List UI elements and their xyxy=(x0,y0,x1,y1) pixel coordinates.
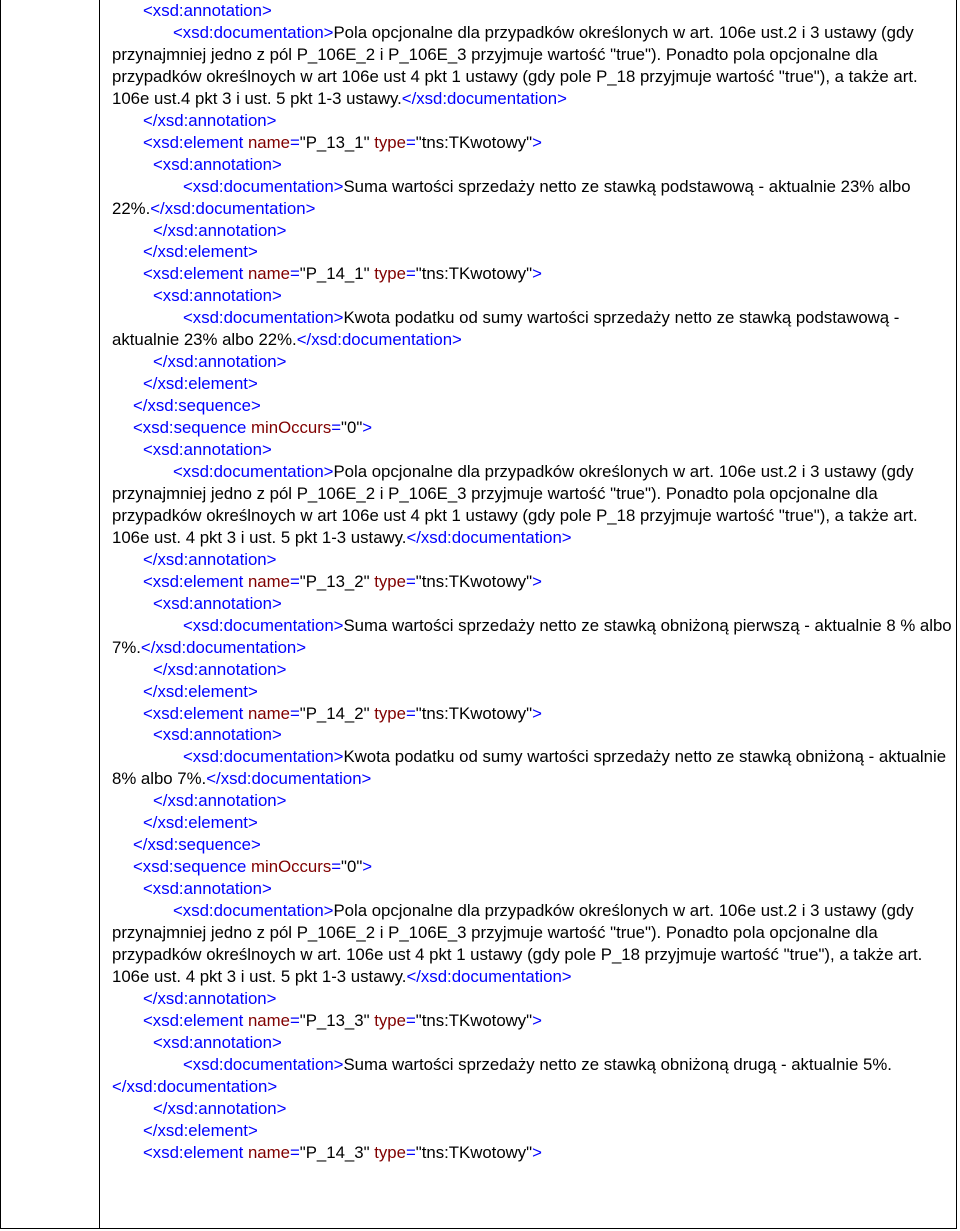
equals-sign: = xyxy=(289,703,300,723)
documentation-open-tag: <xsd:documentation> xyxy=(183,747,344,767)
documentation-close-tag: </xsd:documentation> xyxy=(406,966,572,986)
code-line xyxy=(112,373,952,395)
code-line xyxy=(112,790,952,812)
xml-tag: <xsd:annotation> xyxy=(143,440,272,460)
code-line xyxy=(112,263,952,285)
attribute-value: "tns:TKwotowy" xyxy=(415,264,533,284)
attribute-value: "tns:TKwotowy" xyxy=(415,1142,533,1162)
code-line xyxy=(112,681,952,703)
left-column xyxy=(1,0,100,1228)
element-tag-start: <xsd:element xyxy=(143,571,248,591)
xml-tag: </xsd:sequence> xyxy=(133,835,261,855)
attribute-value: "tns:TKwotowy" xyxy=(415,703,533,723)
equals-sign: = xyxy=(405,1010,416,1030)
element-tag-end: > xyxy=(532,1142,542,1162)
attribute-name: name xyxy=(247,264,290,284)
attribute-name: type xyxy=(374,1142,406,1162)
attribute-name: name xyxy=(247,1142,290,1162)
attribute-value: "P_13_2" xyxy=(299,571,370,591)
code-line xyxy=(112,307,952,351)
element-tag-end: > xyxy=(532,264,542,284)
documentation-text: Suma wartości sprzedaży netto ze stawką obniżoną pierwszą - aktualnie 8 % albo 7%. xyxy=(112,615,952,657)
documentation-close-tag: </xsd:documentation> xyxy=(150,198,316,218)
attribute-value: "tns:TKwotowy" xyxy=(415,1010,533,1030)
attribute-value: "P_13_3" xyxy=(299,1010,370,1030)
xml-tag: <xsd:annotation> xyxy=(153,286,282,306)
code-line xyxy=(112,1054,952,1098)
equals-sign: = xyxy=(405,703,416,723)
sequence-tag-end: > xyxy=(362,857,373,877)
sequence-tag-end: > xyxy=(362,418,373,438)
equals-sign: = xyxy=(405,571,416,591)
sequence-tag-start: <xsd:sequence xyxy=(133,418,252,438)
xml-tag: <xsd:annotation> xyxy=(153,593,282,613)
documentation-text: Kwota podatku od sumy wartości sprzedaży netto ze stawką obniżoną - aktualnie 8% albo 7%. xyxy=(112,747,947,789)
code-line xyxy=(112,812,952,834)
documentation-close-tag: </xsd:documentation> xyxy=(296,330,462,350)
xml-tag: <xsd:annotation> xyxy=(153,725,282,745)
xml-tag: </xsd:annotation> xyxy=(153,352,287,372)
attribute-value: "P_14_3" xyxy=(299,1142,370,1162)
attribute-name: name xyxy=(247,703,290,723)
xml-tag: </xsd:element> xyxy=(143,813,258,833)
equals-sign: = xyxy=(405,264,416,284)
code-line xyxy=(112,417,952,439)
documentation-text: Kwota podatku od sumy wartości sprzedaży netto ze stawką podstawową - aktualnie 23% albo 22%. xyxy=(112,308,900,350)
code-line xyxy=(112,1120,952,1142)
code-line xyxy=(112,900,952,988)
element-tag-end: > xyxy=(532,132,542,152)
attribute-value: "0" xyxy=(341,857,363,877)
equals-sign: = xyxy=(405,132,416,152)
documentation-open-tag: <xsd:documentation> xyxy=(183,176,344,196)
equals-sign: = xyxy=(289,571,300,591)
documentation-close-tag: </xsd:documentation> xyxy=(406,527,572,547)
code-line xyxy=(112,703,952,725)
xml-tag: </xsd:annotation> xyxy=(143,110,277,130)
code-line xyxy=(112,549,952,571)
equals-sign: = xyxy=(405,1142,416,1162)
code-line xyxy=(112,351,952,373)
xml-tag: </xsd:annotation> xyxy=(143,549,277,569)
attribute-name: minOccurs xyxy=(251,418,332,438)
equals-sign: = xyxy=(289,264,300,284)
code-line xyxy=(112,856,952,878)
attribute-name: type xyxy=(374,1010,406,1030)
documentation-close-tag: </xsd:documentation> xyxy=(140,637,307,657)
code-line xyxy=(112,988,952,1010)
element-tag-start: <xsd:element xyxy=(143,264,248,284)
documentation-text: Suma wartości sprzedaży netto ze stawką obniżoną drugą - aktualnie 5%. xyxy=(343,1054,892,1074)
documentation-text: Suma wartości sprzedaży netto ze stawką podstawową - aktualnie 23% albo 22%. xyxy=(112,176,911,218)
xml-tag: <xsd:annotation> xyxy=(143,879,272,899)
documentation-close-tag: </xsd:documentation> xyxy=(401,88,567,108)
xml-tag: <xsd:annotation> xyxy=(153,1032,282,1052)
code-line xyxy=(112,220,952,242)
attribute-value: "tns:TKwotowy" xyxy=(415,132,533,152)
attribute-name: type xyxy=(374,571,406,591)
code-line xyxy=(112,571,952,593)
documentation-open-tag: <xsd:documentation> xyxy=(173,901,334,921)
code-line xyxy=(112,461,952,549)
xml-tag: </xsd:element> xyxy=(143,242,258,262)
element-tag-end: > xyxy=(532,1010,542,1030)
code-line xyxy=(112,1032,952,1054)
xml-tag: </xsd:annotation> xyxy=(143,988,277,1008)
documentation-open-tag: <xsd:documentation> xyxy=(183,615,344,635)
element-tag-start: <xsd:element xyxy=(143,132,248,152)
code-line xyxy=(112,0,952,22)
documentation-close-tag: </xsd:documentation> xyxy=(112,1076,278,1096)
element-tag-start: <xsd:element xyxy=(143,703,248,723)
equals-sign: = xyxy=(289,132,300,152)
documentation-open-tag: <xsd:documentation> xyxy=(173,22,334,42)
attribute-name: name xyxy=(247,132,290,152)
documentation-text: Pola opcjonalne dla przypadków określonych w art. 106e ust.2 i 3 ustawy (gdy przynajmniej jedno z pól P_106E_2 i P_106E_3 przyjmuje wartość "true"). Ponadto pola opcjonalne dla przypadków określnoych w art 106e ust 4 pkt 1 ustawy (gdy pole P_18 przyjmuje wartość "true"), a także art. 106e ust. 4 pkt 3 i ust. 5 pkt 1-3 ustawy. xyxy=(112,462,918,547)
equals-sign: = xyxy=(331,857,342,877)
code-line xyxy=(112,154,952,176)
sequence-tag-start: <xsd:sequence xyxy=(133,857,252,877)
code-line xyxy=(112,1142,952,1164)
xsd-code-block xyxy=(112,0,952,1164)
xml-tag: <xsd:annotation> xyxy=(153,154,282,174)
code-line xyxy=(112,132,952,154)
code-line xyxy=(112,395,952,417)
code-line xyxy=(112,1098,952,1120)
code-line xyxy=(112,615,952,659)
code-line xyxy=(112,110,952,132)
element-tag-end: > xyxy=(532,571,542,591)
equals-sign: = xyxy=(289,1142,300,1162)
attribute-value: "0" xyxy=(341,418,363,438)
xml-tag: </xsd:annotation> xyxy=(153,1098,287,1118)
xml-tag: <xsd:annotation> xyxy=(143,1,272,20)
equals-sign: = xyxy=(331,418,342,438)
documentation-text: Pola opcjonalne dla przypadków określonych w art. 106e ust.2 i 3 ustawy (gdy przynajmniej jedno z pól P_106E_2 i P_106E_3 przyjmuje wartość "true"). Ponadto pola opcjonalne dla przypadków określnoych w art 106e ust 4 pkt 1 ustawy (gdy pole P_18 przyjmuje wartość "true"), a także art. 106e ust.4 pkt 3 i ust. 5 pkt 1-3 ustawy. xyxy=(112,22,918,108)
attribute-name: minOccurs xyxy=(251,857,332,877)
code-line xyxy=(112,285,952,307)
attribute-name: type xyxy=(374,264,406,284)
attribute-name: name xyxy=(247,571,290,591)
element-tag-start: <xsd:element xyxy=(143,1142,248,1162)
code-line xyxy=(112,834,952,856)
xml-tag: </xsd:sequence> xyxy=(133,396,261,416)
documentation-open-tag: <xsd:documentation> xyxy=(173,462,334,482)
attribute-value: "P_14_2" xyxy=(299,703,370,723)
documentation-close-tag: </xsd:documentation> xyxy=(206,769,372,789)
attribute-name: type xyxy=(374,132,406,152)
code-line xyxy=(112,1010,952,1032)
code-line xyxy=(112,659,952,681)
documentation-text: Pola opcjonalne dla przypadków określonych w art. 106e ust.2 i 3 ustawy (gdy przynajmniej jedno z pól P_106E_2 i P_106E_3 przyjmuje wartość "true"). Ponadto pola opcjonalne dla przypadków określnoych w art. 106e ust 4 pkt 1 ustawy (gdy pole P_18 przyjmuje wartość "true"), a także art. 106e ust. 4 pkt 3 i ust. 5 pkt 1-3 ustawy. xyxy=(112,901,923,986)
xml-tag: </xsd:element> xyxy=(143,374,258,394)
code-line xyxy=(112,593,952,615)
attribute-name: type xyxy=(374,703,406,723)
xml-tag: </xsd:annotation> xyxy=(153,220,287,240)
xml-tag: </xsd:element> xyxy=(143,681,258,701)
code-line xyxy=(112,878,952,900)
code-line xyxy=(112,724,952,746)
element-tag-start: <xsd:element xyxy=(143,1010,248,1030)
xml-tag: </xsd:annotation> xyxy=(153,659,287,679)
xml-tag: </xsd:element> xyxy=(143,1120,258,1140)
code-line xyxy=(112,746,952,790)
attribute-value: "tns:TKwotowy" xyxy=(415,571,533,591)
documentation-open-tag: <xsd:documentation> xyxy=(183,308,344,328)
code-line xyxy=(112,176,952,220)
attribute-name: name xyxy=(247,1010,290,1030)
equals-sign: = xyxy=(289,1010,300,1030)
xml-tag: </xsd:annotation> xyxy=(153,791,287,811)
attribute-value: "P_13_1" xyxy=(299,132,370,152)
code-line xyxy=(112,22,952,110)
element-tag-end: > xyxy=(532,703,542,723)
code-line xyxy=(112,439,952,461)
attribute-value: "P_14_1" xyxy=(299,264,370,284)
code-line xyxy=(112,241,952,263)
documentation-open-tag: <xsd:documentation> xyxy=(183,1054,344,1074)
